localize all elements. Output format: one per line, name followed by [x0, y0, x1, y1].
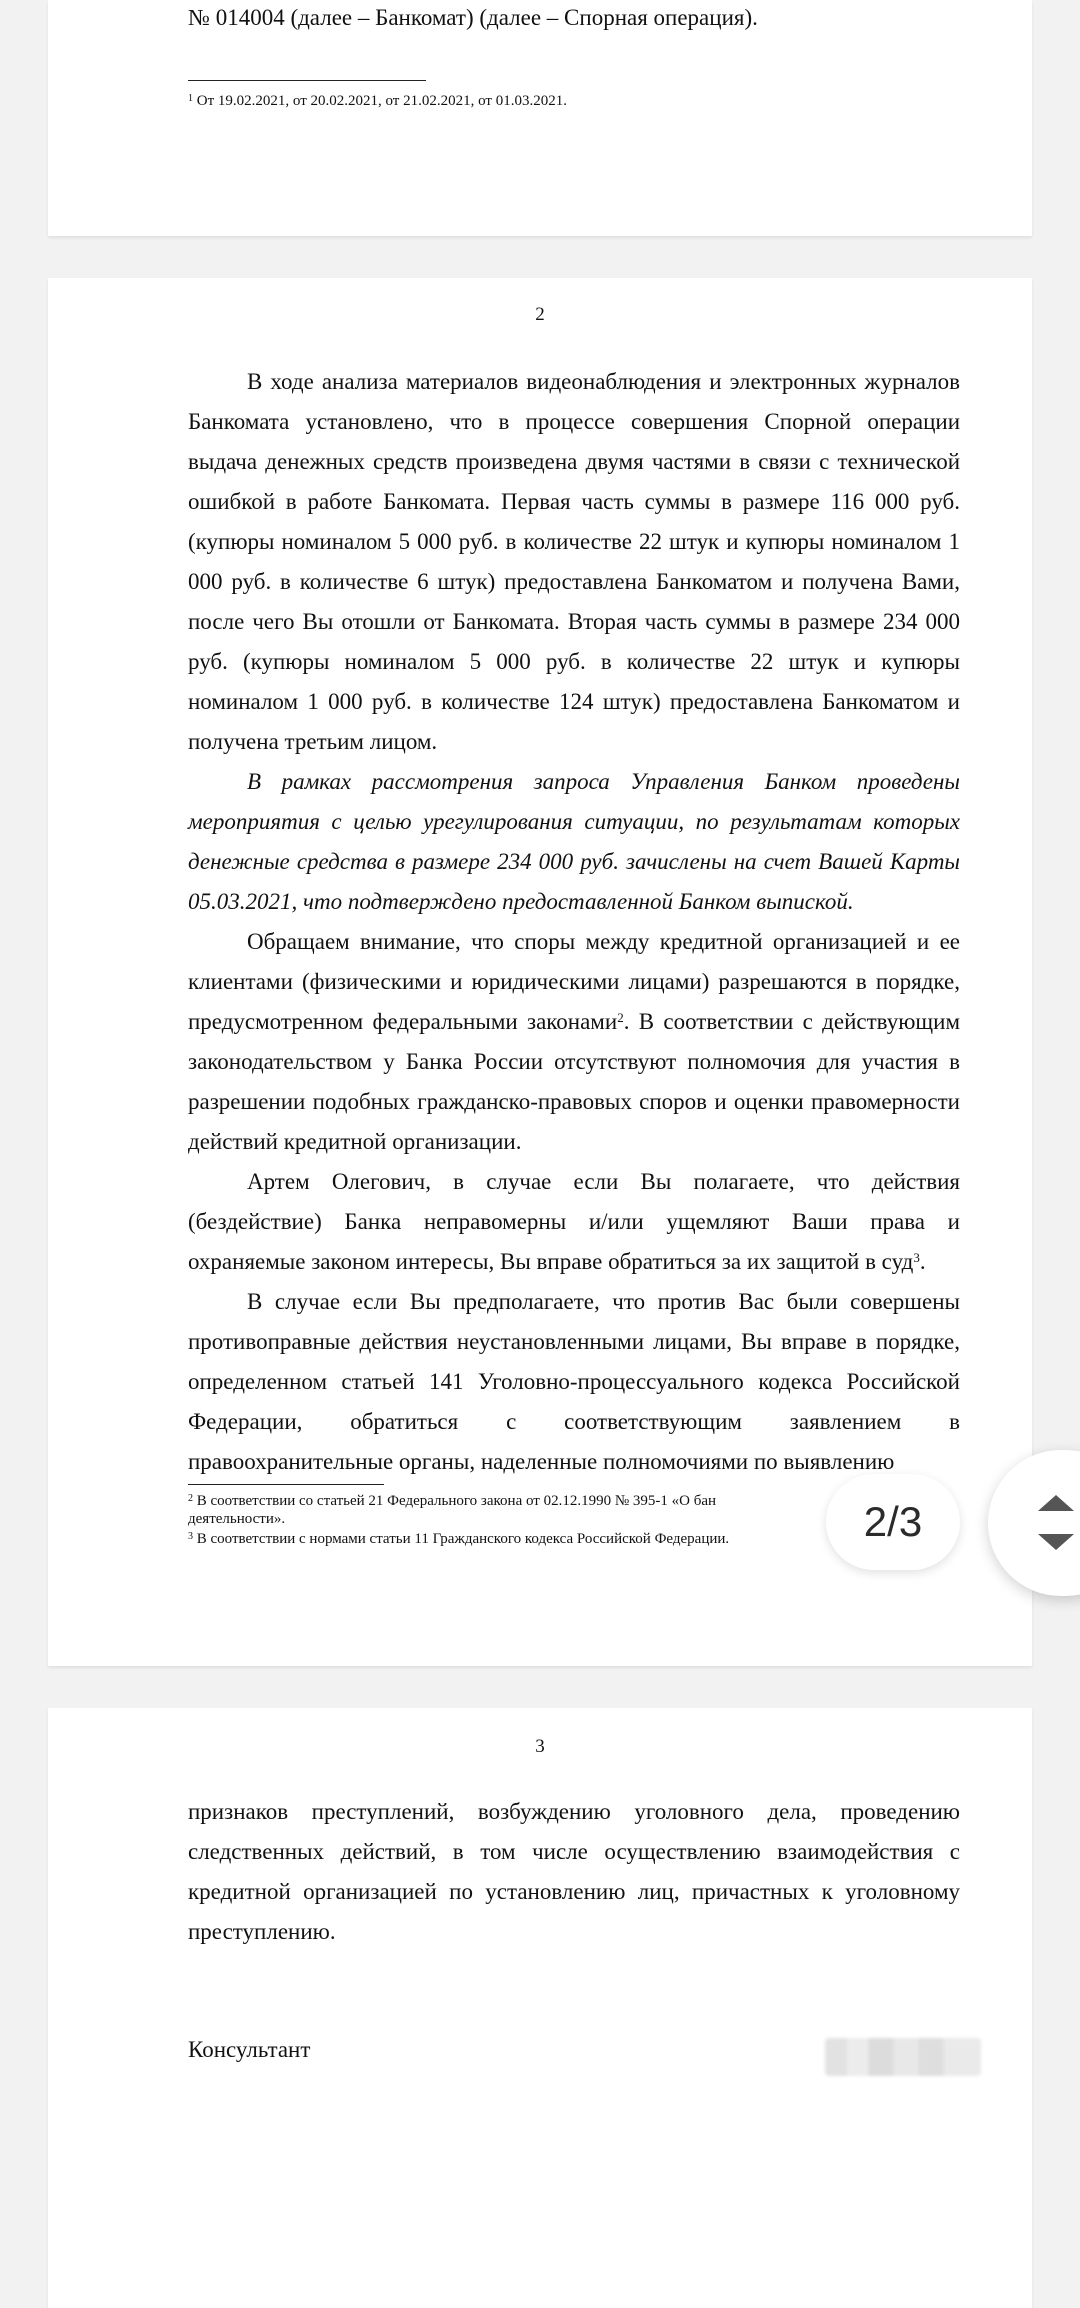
- footnote-3-text: В соответствии с нормами статьи 11 Гражданского кодекса Российской Федерации.: [193, 1531, 730, 1547]
- footnote-1-marker: 1: [188, 93, 193, 104]
- page1-top-line: № 014004 (далее – Банкомат) (далее – Спорная операция).: [188, 5, 758, 30]
- page2-body: [188, 362, 960, 1482]
- page-number: 3: [535, 1736, 545, 1757]
- footnote-ref-3: 3: [913, 1250, 920, 1265]
- footnote-2-marker: 2: [188, 1493, 193, 1504]
- footnote-separator: [188, 80, 426, 81]
- page-indicator: 2/3: [826, 1474, 960, 1570]
- scroll-down-arrow-icon: [1038, 1534, 1074, 1550]
- paragraph-analysis: В ходе анализа материалов видеонаблюдения и электронных журналов Банкомата установлено, что в процессе совершения Спорной операции выдача денежных средств произведена двумя частями в связи с технической ошибкой в работе Банкомата. Первая часть суммы в размере 116 000 руб. (купюры номиналом 5 000 руб. в количестве 22 штук и купюры номиналом 1 000 руб. в количестве 6 штук) предоставлена Банкоматом и получена Вами, после чего Вы отошли от Банкомата. Вторая часть суммы в размере 234 000 руб. (купюры номиналом 5 000 руб. в количестве 22 штук и купюры номиналом 1 000 руб. в количестве 124 штук) предоставлена Банкоматом и получена третьим лицом.: [188, 369, 960, 754]
- footnote-separator: [188, 1484, 384, 1485]
- footnote-1: [188, 92, 960, 110]
- document-page-3: [48, 1708, 1032, 2308]
- page3-body: [188, 1792, 960, 1952]
- document-page-2: [48, 278, 1032, 1666]
- footnote-2-text-line2: деятельности».: [188, 1511, 286, 1527]
- footnote-1-text: От 19.02.2021, от 20.02.2021, от 21.02.2021, от 01.03.2021.: [193, 93, 567, 109]
- paragraph-resolution: В рамках рассмотрения запроса Управления Банком проведены мероприятия с целью урегулирования ситуации, по результатам которых денежные средства в размере 234 000 руб. зачислены на счет Вашей Карты 05.03.2021, что подтверждено предоставленной Банком выпиской.: [188, 769, 960, 914]
- paragraph-disputes: [188, 922, 960, 1162]
- paragraph-disputes-text: Обращаем внимание, что споры между кредитной организацией и ее клиентами (физическими и юридическими лицами) разрешаются в порядке, предусмотренном федеральными законами: [188, 929, 960, 1034]
- paragraph-court-text: Артем Олегович, в случае если Вы полагаете, что действия (бездействие) Банка неправомерны и/или ущемляют Ваши права и охраняемые законом интересы, Вы вправе обратиться за их защитой в суд: [188, 1169, 960, 1274]
- paragraph-court: [188, 1162, 960, 1282]
- page-number: 2: [535, 304, 545, 325]
- scroll-up-arrow-icon: [1038, 1495, 1074, 1511]
- footnote-2-text: В соответствии со статьей 21 Федерального закона от 02.12.1990 № 395-1 «О бан: [193, 1493, 717, 1509]
- footnote-ref-2: 2: [617, 1010, 624, 1025]
- paragraph-police: В случае если Вы предполагаете, что против Вас были совершены противоправные действия неустановленными лицами, Вы вправе в порядке, определенном статьей 141 Уголовно-процессуального кодекса Российской Федерации, обратиться с соответствующим заявлением в правоохранительные органы, наделенные полномочиями по выявлению: [188, 1289, 960, 1474]
- signer-title: Консультант: [188, 2037, 311, 2062]
- document-page-1: [48, 0, 1032, 236]
- redacted-signature: [825, 2038, 981, 2076]
- paragraph-continuation: признаков преступлений, возбуждению уголовного дела, проведению следственных действий, в том числе осуществлению взаимодействия с кредитной организацией по установлению лиц, причастных к уголовному преступлению.: [188, 1799, 960, 1944]
- paragraph-court-text-end: .: [919, 1249, 926, 1274]
- footnote-3-marker: 3: [188, 1531, 193, 1542]
- paragraph-disputes-text-cont: . В соответствии с действующим законодательством у Банка России отсутствуют полномочия для участия в разрешении подобных гражданско-правовых споров и оценки правомерности действий кредитной организации.: [188, 1009, 960, 1154]
